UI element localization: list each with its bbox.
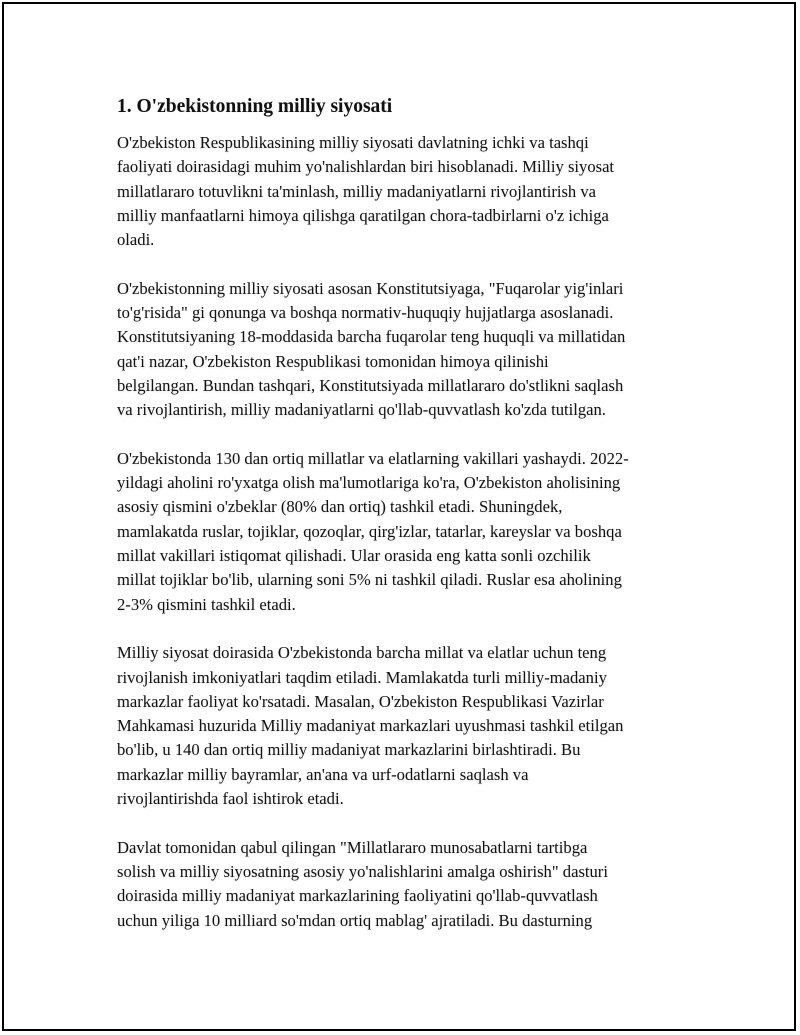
paragraph-line: rivojlanish imkoniyatlari taqdim etiladi. Mamlakatda turli milliy-madaniy xyxy=(117,667,607,687)
body-paragraph xyxy=(117,131,689,252)
paragraph-line: O'zbekistonda 130 dan ortiq millatlar va elatlarning vakillari yashaydi. 2022- xyxy=(117,448,629,468)
paragraph-line: solish va milliy siyosatning asosiy yo'nalishlarini amalga oshirish" dasturi xyxy=(117,861,608,881)
paragraph-line: Konstitutsiyaning 18-moddasida barcha fuqarolar teng huquqli va millatidan xyxy=(117,327,626,347)
paragraph-line: millat vakillari istiqomat qilishadi. Ular orasida eng katta sonli ozchilik xyxy=(117,546,591,566)
paragraph-line: faoliyati doirasidagi muhim yo'nalishlardan biri hisoblanadi. Milliy siyosat xyxy=(117,157,615,177)
paragraph-line: Milliy siyosat doirasida O'zbekistonda barcha millat va elatlar uchun teng xyxy=(117,643,607,663)
body-paragraph xyxy=(117,447,689,617)
paragraph-line: oladi. xyxy=(117,230,155,250)
paragraph-line: to'g'risida" gi qonunga va boshqa normativ-huquqiy hujjatlarga asoslanadi. xyxy=(117,303,614,323)
paragraph-line: markazlar faoliyat ko'rsatadi. Masalan, O'zbekiston Respublikasi Vazirlar xyxy=(117,691,604,711)
paragraph-line: qat'i nazar, O'zbekiston Respublikasi tomonidan himoya qilinishi xyxy=(117,351,549,371)
paragraph-line: bo'lib, u 140 dan ortiq milliy madaniyat markazlarini birlashtiradi. Bu xyxy=(117,740,581,760)
paragraph-line: 2-3% qismini tashkil etadi. xyxy=(117,594,296,614)
paragraph-line: O'zbekistonning milliy siyosati asosan Konstitutsiyaga, "Fuqarolar yig'inlari xyxy=(117,278,624,298)
body-paragraph xyxy=(117,641,689,811)
paragraph-line: rivojlantirishda faol ishtirok etadi. xyxy=(117,789,344,809)
paragraph-line: O'zbekiston Respublikasining milliy siyosati davlatning ichki va tashqi xyxy=(117,133,589,152)
paragraph-line: belgilangan. Bundan tashqari, Konstitutsiyada millatlararo do'stlikni saqlash xyxy=(117,375,624,395)
paragraph-line: millat tojiklar bo'lib, ularning soni 5% ni tashkil qiladi. Ruslar esa aholining xyxy=(117,570,622,590)
paragraph-line: mamlakatda ruslar, tojiklar, qozoqlar, qirg'izlar, tatarlar, kareyslar va boshqa xyxy=(117,521,622,541)
paragraph-line: va rivojlantirish, milliy madaniyatlarni qo'llab-quvvatlash ko'zda tutilgan. xyxy=(117,400,606,420)
paragraph-list xyxy=(117,131,689,933)
paragraph-line: doirasida milliy madaniyat markazlarining faoliyatini qo'llab-quvvatlash xyxy=(117,886,598,906)
paragraph-line: yildagi aholini ro'yxatga olish ma'lumotlariga ko'ra, O'zbekiston aholisining xyxy=(117,473,621,493)
body-paragraph xyxy=(117,277,689,423)
paragraph-line: Mahkamasi huzurida Milliy madaniyat markazlari uyushmasi tashkil etilgan xyxy=(117,716,624,736)
paragraph-line: uchun yiliga 10 milliard so'mdan ortiq mablag' ajratiladi. Bu dasturning xyxy=(117,910,593,930)
paragraph-line: asosiy qismini o'zbeklar (80% dan ortiq) tashkil etadi. Shuningdek, xyxy=(117,497,563,517)
section-heading: 1. O'zbekistonning milliy siyosati xyxy=(117,96,393,117)
document-body xyxy=(117,95,689,957)
paragraph-line: markazlar milliy bayramlar, an'ana va urf-odatlarni saqlash va xyxy=(117,764,529,784)
body-paragraph xyxy=(117,836,689,933)
paragraph-line: Davlat tomonidan qabul qilingan "Millatlararo munosabatlarni tartibga xyxy=(117,837,588,857)
paragraph-line: milliy manfaatlarni himoya qilishga qaratilgan chora-tadbirlarni o'z ichiga xyxy=(117,205,609,225)
paragraph-line: millatlararo totuvlikni ta'minlash, milliy madaniyatlarni rivojlantirish va xyxy=(117,181,597,201)
